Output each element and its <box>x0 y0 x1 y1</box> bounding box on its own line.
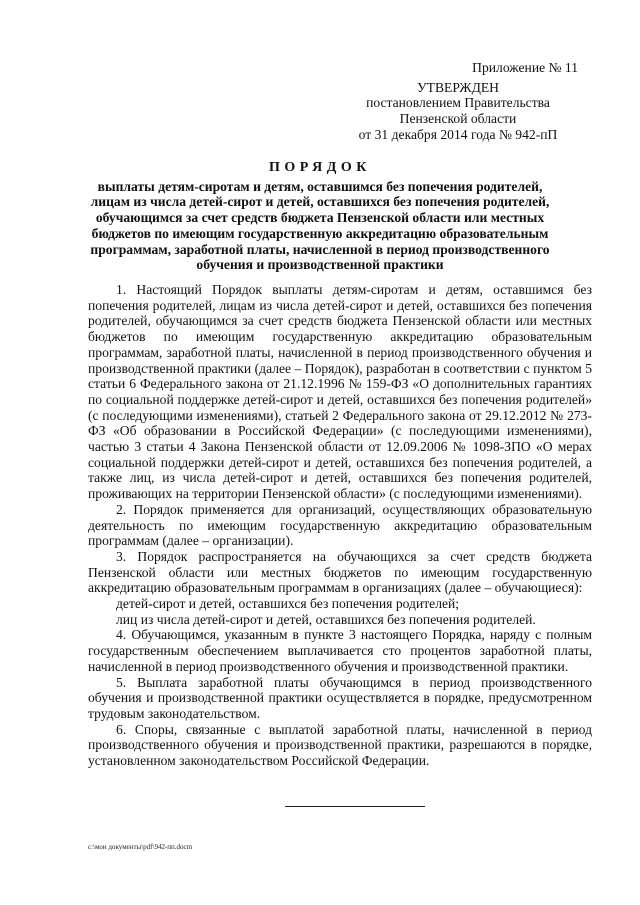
end-divider <box>285 806 425 807</box>
approval-line-1: постановлением Правительства <box>366 95 550 111</box>
paragraph-3-item-2: лиц из числа детей-сирот и детей, оставшихся без попечения родителей. <box>116 611 536 627</box>
title-word: ПОРЯДОК <box>269 160 371 175</box>
title-subtitle: выплаты детям-сиротам и детям, оставшимся без попечения родителей, лицам из числа детей-сирот и детей, оставшихся без попечения родителей, обучающимся за счет средств бюджета Пензенской области или местных бюджетов по имеющим государственную аккредитацию образовательным программам, заработной платы, начисленной в период производственного обучения и производственной практики <box>90 178 550 273</box>
document-title <box>88 160 552 273</box>
approval-line-3: от 31 декабря 2014 года № 942-пП <box>358 126 558 142</box>
approved-stamp: УТВЕРЖДЕН <box>417 79 499 95</box>
annex-number: Приложение № 11 <box>472 60 578 75</box>
paragraph-5: 5. Выплата заработной платы обучающимся в период производственного обучения и производственной практики осуществляется в порядке, предусмотренном трудовым законодательством. <box>88 674 592 721</box>
approval-block <box>328 60 588 143</box>
paragraph-1: 1. Настоящий Порядок выплаты детям-сиротам и детям, оставшимся без попечения родителей, лицам из числа детей-сирот и детей, оставшихся без попечения родителей, обучающимся за счет средств бюджета Пензенской области или местных бюджетов по имеющим государственную аккредитацию образовательным программам, заработной платы, начисленной в период производственного обучения и производственной практики (далее – Порядок), разработан в соответствии с пунктом 5 статьи 6 Федерального закона от 21.12.1996 № 159-ФЗ «О дополнительных гарантиях по социальной поддержке детей-сирот и детей, оставшихся без попечения родителей» (с последующими изменениями), статьей 2 Федерального закона от 29.12.2012 № 273-ФЗ «Об образовании в Российской Федерации» (с последующими изменениями), частью 3 статьи 4 Закона Пензенской области от 12.09.2006 № 1098-ЗПО «О мерах социальной поддержки детей-сирот и детей, оставшихся без попечения родителей, а также лиц, из числа детей-сирот и детей, оставшихся без попечения родителей, проживающих на территории Пензенской области» (с последующими изменениями). <box>88 282 592 502</box>
approval-line-2: Пензенской области <box>399 111 517 127</box>
paragraph-3: 3. Порядок распространяется на обучающихся за счет средств бюджета Пензенской области или местных бюджетов по имеющим государственную аккредитацию образовательным программам в организациях (далее – обучающиеся): <box>88 548 592 596</box>
paragraph-4: 4. Обучающимся, указанным в пункте 3 настоящего Порядка, наряду с полным государственным обеспечением выплачивается сто процентов заработной платы, начисленной в период производственного обучения и производственной практики. <box>88 627 592 674</box>
paragraph-2: 2. Порядок применяется для организаций, осуществляющих образовательную деятельность по имеющим государственную аккредитацию образовательным программам (далее – организации). <box>88 501 592 549</box>
paragraph-3-item-1: детей-сирот и детей, оставшихся без попечения родителей; <box>116 596 460 612</box>
document-body <box>88 282 592 769</box>
paragraph-6: 6. Споры, связанные с выплатой заработной платы, начисленной в период производственного обучения и производственной практики, разрешаются в порядке, установленном законодательством Российской Федерации. <box>88 721 592 769</box>
file-path-footer: c:\мои документы\pdf\942-пп.docm <box>88 843 193 851</box>
